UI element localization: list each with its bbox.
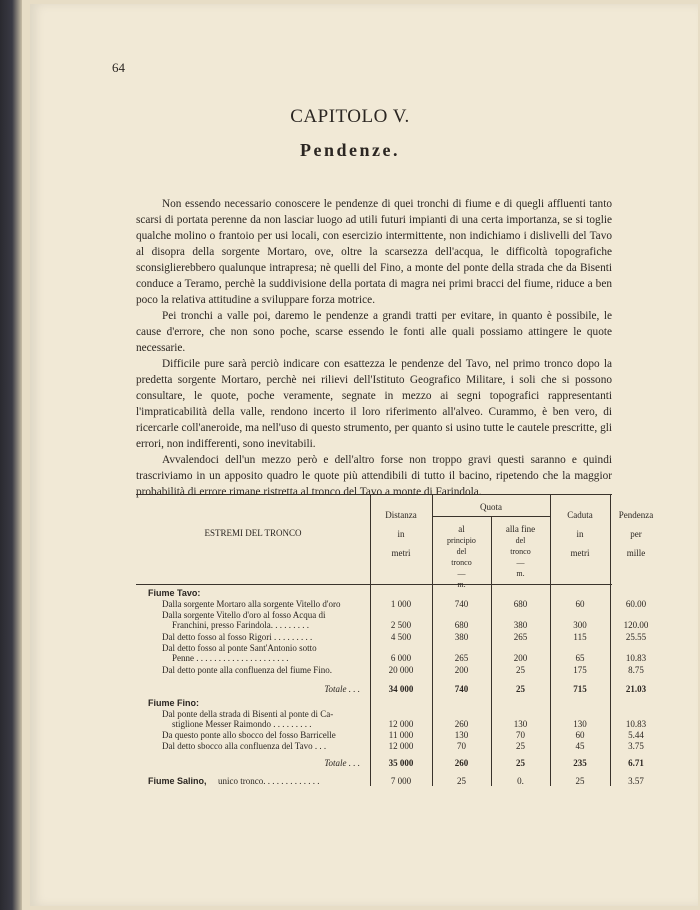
section-title: Pendenze. [300, 140, 400, 160]
table-row-salino: Fiume Salino, unico tronco. . . . . . . . . . . . . 7 000 25 0. 25 3.57 [148, 776, 644, 786]
paragraph: Difficile pure sarà perciò indicare con esattezza le pendenze del Tavo, nel primo tronco dopo la predetta sorgente Mortaro, perchè nei rilievi dell'Istituto Geografico Militare, i soli che si possono consultare, le quote, poche veramente, segnate in mezzo ai segni topografici rappresentanti l'impraticabilità della valle, rendono incerto il loro riferimento all'alveo. Curammo, è ben vero, di ricercarle coll'aneroide, ma nell'uso di questo strumento, per quanto si usino tutte le cautele prescritte, gli errori, non indifferenti, sono inevitabili. [136, 358, 612, 450]
table-row: Dal detto fosso al fosso Rigori . . . . . . . . . 4 500 380 265 115 25.55 [162, 632, 647, 642]
page-number: 64 [112, 60, 125, 75]
chapter-heading: CAPITOLO V. [290, 106, 410, 127]
paragraph: Pei tronchi a valle poi, daremo le pendenze a grandi tratti per evitare, in quanto è possibile, le cause d'errore, che non sono poche, scarse essendo le fonti alle quali possiamo attingere le quote necessarie. [136, 310, 612, 354]
table-top-rule [136, 494, 612, 495]
table-row: Da questo ponte allo sbocco del fosso Barricelle 11 000 130 70 60 5.44 [162, 730, 644, 740]
body-text [136, 196, 612, 500]
group-label-salino: Fiume Salino, [148, 776, 207, 786]
paragraph: Avvalendoci dell'un mezzo però e dell'altro forse non troppo gravi questi saranno e quindi trascriviamo in un apposito quadro le quote più attendibili di tutto il bacino, ripetendo che la maggior probabilità di errore rimane ristretta al tronco del Tavo a monte di Farindola. [136, 454, 612, 498]
table-row: Dal detto sbocco alla confluenza del Tavo . . . 12 000 70 25 45 3.75 [162, 741, 644, 751]
header-quota-fine: alla fine del tronco — m. [505, 524, 536, 578]
book-spine [0, 0, 22, 910]
total-row: Totale . . . 35 000 260 25 235 6.71 [324, 758, 644, 768]
header-caduta: Caduta in metri [567, 510, 593, 558]
total-row: Totale . . . 34 000 740 25 715 21.03 [324, 684, 647, 694]
table-row: Dalla sorgente Vitello d'oro al fosso Acqua di [162, 610, 326, 620]
table-row: Penne . . . . . . . . . . . . . . . . . . . . . 6 000 265 200 65 10.83 [172, 653, 647, 663]
table-row: Dal detto ponte alla confluenza del fiume Fino. 20 000 200 25 175 8.75 [162, 665, 644, 675]
header-pendenza: Pendenza per mille [618, 510, 654, 558]
paragraph: Non essendo necessario conoscere le pendenze di quei tronchi di fiume e di quegli affluenti tanto scarsi di portata perenne da non lasciar luogo ad utili futuri impianti di una certa importanza, se si toglie qualche molino o frantoio per usi locali, con esercizio intermittente, non indichiamo i dislivelli del Tavo al disopra della sorgente Mortaro, ove, oltre la scarsezza dell'acqua, le difficoltà topografiche sconsiglierebbero qualunque intrapresa; nè quelli del Fino, a monte del ponte della strada che da Bisenti conduce a Teramo, perchè la suddivisione della portata di magra nei primi bracci del fiume, riduce a ben poco la relativa attitudine a sviluppare forza motrice. [136, 198, 612, 306]
header-estremi: ESTREMI DEL TRONCO [204, 528, 302, 538]
table-row: Dalla sorgente Mortaro alla sorgente Vitello d'oro 1 000 740 680 60 60.00 [162, 599, 647, 609]
table-header-rule [136, 584, 612, 585]
group-label-fino: Fiume Fino: [148, 698, 199, 708]
header-quota-principio: al principio del tronco — m. [447, 524, 476, 589]
header-quota: Quota [480, 502, 502, 512]
header-distanza: Distanza in metri [385, 510, 417, 558]
table-row: Franchini, presso Farindola. . . . . . . . . 2 500 680 380 300 120.00 [172, 620, 649, 630]
group-label-tavo: Fiume Tavo: [148, 588, 201, 598]
table-row: Dal detto fosso al ponte Sant'Antonio sotto [162, 643, 317, 653]
table-row: stiglione Messer Raimondo . . . . . . . . . 12 000 260 130 130 10.83 [172, 719, 647, 729]
table-row: Dal ponte della strada di Bisenti al ponte di Ca- [162, 709, 334, 719]
